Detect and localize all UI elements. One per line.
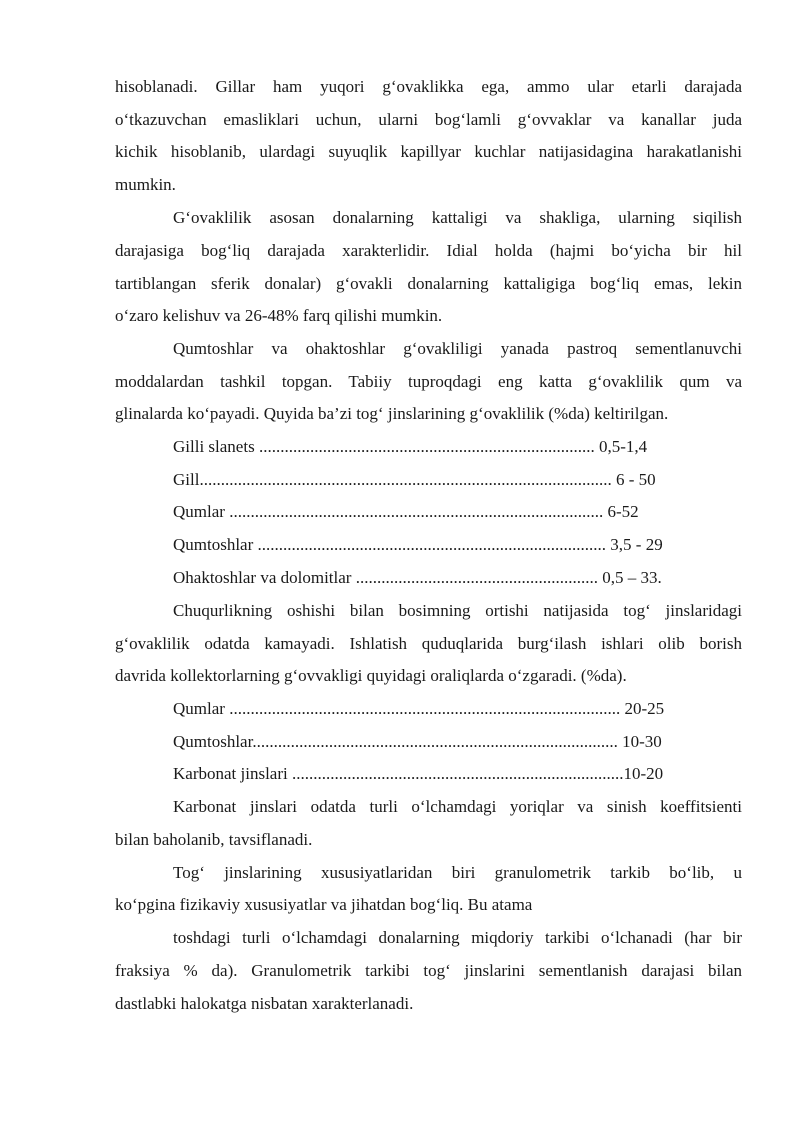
- list-item-leader: ......................................................................................: [252, 732, 618, 751]
- text-line: fraksiya % da). Granulometrik tarkibi tog‘ jinslarini sementlanish darajasi bilan: [115, 961, 742, 980]
- text-line: toshdagi turli o‘lchamdagi donalarning miqdoriy tarkibi o‘lchanadi (har bir: [173, 928, 742, 947]
- text-line: Karbonat jinslari odatda turli o‘lchamdagi yoriqlar va sinish koeffitsienti: [173, 797, 742, 816]
- list-item-value: 0,5 – 33.: [597, 568, 662, 587]
- list-item-name: Qumlar: [173, 502, 230, 521]
- list-item-name: Ohaktoshlar va dolomitlar: [173, 568, 356, 587]
- list-item: [173, 536, 663, 553]
- list-item: [173, 438, 647, 455]
- list-item-name: Gill: [173, 470, 200, 489]
- list-item-name: Qumtoshlar: [173, 535, 258, 554]
- text-line: tartiblangan sferik donalar) g‘ovakli donalarning kattaligiga bog‘liq emas, lekin: [115, 274, 742, 293]
- text-line: Tog‘ jinslarining xususiyatlaridan biri granulometrik tarkib bo‘lib, u: [173, 863, 742, 882]
- list-item-name: Karbonat jinslari: [173, 764, 292, 783]
- list-item-value: 20-25: [620, 699, 665, 718]
- list-item: [173, 503, 639, 520]
- list-item-leader: ............................................................................................: [229, 699, 621, 718]
- list-item-leader: ........................................................................................: [229, 502, 604, 521]
- text-line: mumkin.: [115, 175, 176, 194]
- text-line: Chuqurlikning oshishi bilan bosimning ortishi natijasida tog‘ jinslaridagi: [173, 601, 742, 620]
- text-line: glinalarda ko‘payadi. Quyida ba’zi tog‘ jinslarining g‘ovaklilik (%da) keltirilgan.: [115, 404, 669, 423]
- text-line: ko‘pgina fizikaviy xususiyatlar va jihatdan bog‘liq. Bu atama: [115, 895, 533, 914]
- list-item-name: Qumtoshlar: [173, 732, 253, 751]
- list-item-name: Qumlar: [173, 699, 230, 718]
- text-line: Qumtoshlar va ohaktoshlar g‘ovakliligi yanada pastroq sementlanuvchi: [173, 339, 742, 358]
- list-item-value: 3,5 - 29: [606, 535, 663, 554]
- list-item-value: 6 - 50: [611, 470, 656, 489]
- list-item: [173, 765, 663, 782]
- list-item-leader: ..............................................................................: [291, 764, 624, 783]
- list-item-leader: .........................................................: [355, 568, 598, 587]
- text-line: bilan baholanib, tavsiflanadi.: [115, 830, 313, 849]
- list-item: [173, 733, 662, 750]
- list-item-leader: .................................................................................................: [199, 470, 612, 489]
- text-line: hisoblanadi. Gillar ham yuqori g‘ovaklikka ega, ammo ular etarli darajada: [115, 77, 742, 96]
- text-line: o‘tkazuvchan emasliklari uchun, ularni bog‘lamli g‘ovvaklar va kanallar juda: [115, 110, 742, 129]
- text-line: dastlabki halokatga nisbatan xarakterlanadi.: [115, 994, 414, 1013]
- list-item-value: 6-52: [603, 502, 639, 521]
- list-item: [173, 569, 662, 586]
- list-item-value: 0,5-1,4: [594, 437, 648, 456]
- list-item-name: Gilli slanets: [173, 437, 259, 456]
- list-item-leader: ..................................................................................: [257, 535, 607, 554]
- list-item-value: 10-20: [623, 764, 664, 783]
- text-line: G‘ovaklilik asosan donalarning kattaligi va shakliga, ularning siqilish: [173, 208, 742, 227]
- list-item: [173, 471, 656, 488]
- text-line: g‘ovaklilik odatda kamayadi. Ishlatish quduqlarida burg‘ilash ishlari olib borish: [115, 634, 742, 653]
- text-line: moddalardan tashkil topgan. Tabiiy tuproqdagi eng katta g‘ovaklilik qum va: [115, 372, 742, 391]
- list-item-value: 10-30: [617, 732, 662, 751]
- text-line: o‘zaro kelishuv va 26-48% farq qilishi mumkin.: [115, 306, 443, 325]
- list-item: [173, 700, 664, 717]
- text-line: darajasiga bog‘liq darajada xarakterlidir. Idial holda (hajmi bo‘yicha bir hil: [115, 241, 742, 260]
- list-item-leader: ...............................................................................: [258, 437, 595, 456]
- text-line: davrida kollektorlarning g‘ovvakligi quyidagi oraliqlarda o‘zgaradi. (%da).: [115, 666, 627, 685]
- text-line: kichik hisoblanib, ulardagi suyuqlik kapillyar kuchlar natijasidagina harakatlanishi: [115, 142, 742, 161]
